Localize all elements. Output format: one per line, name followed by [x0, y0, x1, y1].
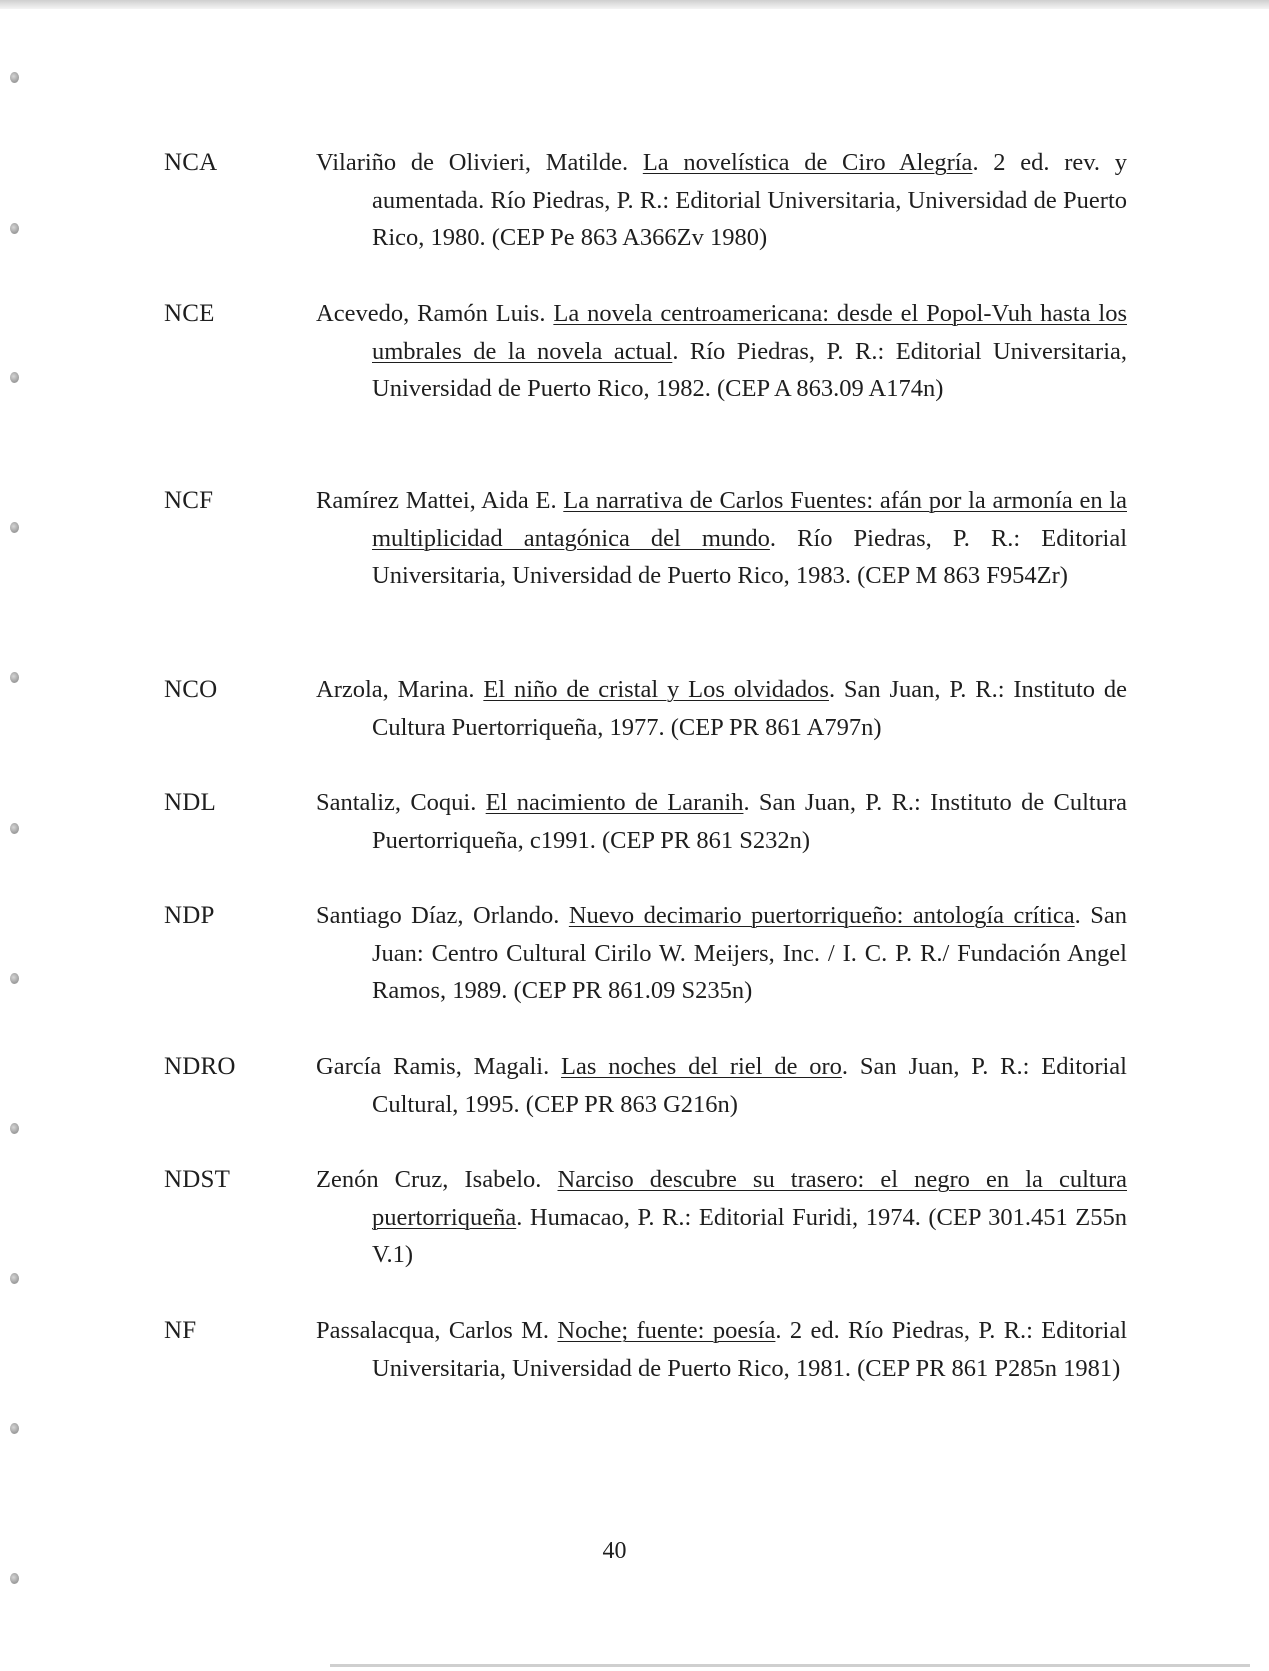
entry-author: Santiago Díaz, Orlando. — [316, 902, 560, 929]
entry-details: . San Juan, P. R.: Editorial Cultural, 1995. (CEP PR 863 G216n) — [372, 1053, 1127, 1118]
entry-title: El nacimiento de Laranih — [485, 789, 744, 816]
entry-code: NCF — [164, 487, 214, 514]
entry-citation — [316, 1161, 1127, 1274]
entry-code: NF — [164, 1317, 197, 1344]
entry-details: . San Juan, P. R.: Instituto de Cultura Puertorriqueña, c1991. (CEP PR 861 S232n) — [372, 789, 1128, 854]
binder-hole — [10, 823, 19, 834]
entry-details: . 2 ed. Río Piedras, P. R.: Editorial Universitaria, Universidad de Puerto Rico, 1981. (CEP PR 861 P285n 1981) — [372, 1317, 1128, 1382]
entry-code: NCA — [164, 149, 218, 176]
binder-hole — [10, 223, 19, 234]
entry-code: NCO — [164, 676, 218, 703]
entry-code: NDRO — [164, 1053, 236, 1080]
entry-citation — [316, 784, 1127, 859]
entry-author: Ramírez Mattei, Aida E. — [316, 487, 557, 514]
entry-details: . Río Piedras, P. R.: Editorial Universitaria, Universidad de Puerto Rico, 1983. (CEP M 863 F954Zr) — [372, 524, 1128, 589]
binder-hole — [10, 1273, 19, 1284]
entry-title: La narrativa de Carlos Fuentes: afán por la armonía en la multiplicidad antagónica del mundo — [372, 487, 1127, 552]
entry-author: Santaliz, Coqui. — [316, 789, 477, 816]
scan-bottom-edge — [330, 1664, 1250, 1667]
entry-citation — [316, 897, 1127, 1010]
entry-title: El niño de cristal y Los olvidados — [483, 676, 829, 703]
binder-hole — [10, 1123, 19, 1134]
entry-details: . San Juan: Centro Cultural Cirilo W. Meijers, Inc. / I. C. P. R./ Fundación Angel Ramos, 1989. (CEP PR 861.09 S235n) — [372, 902, 1127, 1004]
entry-details: . Río Piedras, P. R.: Editorial Universitaria, Universidad de Puerto Rico, 1982. (CEP A 863.09 A174n) — [372, 337, 1127, 402]
entry-citation — [316, 144, 1127, 257]
binder-hole — [10, 1423, 19, 1434]
entry-code: NDST — [164, 1166, 231, 1193]
entry-details: . San Juan, P. R.: Instituto de Cultura Puertorriqueña, 1977. (CEP PR 861 A797n) — [372, 676, 1128, 741]
entry-author: Vilariño de Olivieri, Matilde. — [316, 149, 629, 176]
binder-hole — [10, 372, 19, 383]
entry-details: . Humacao, P. R.: Editorial Furidi, 1974. (CEP 301.451 Z55n V.1) — [372, 1203, 1127, 1268]
entry-citation — [316, 1048, 1127, 1123]
scan-top-edge — [0, 0, 1269, 9]
entry-citation — [316, 671, 1127, 746]
entry-code: NDL — [164, 789, 216, 816]
entry-author: García Ramis, Magali. — [316, 1053, 550, 1080]
entry-title: La novela centroamericana: desde el Popol-Vuh hasta los umbrales de la novela actual — [372, 300, 1127, 365]
entry-author: Passalacqua, Carlos M. — [316, 1317, 550, 1344]
entry-title: Narciso descubre su trasero: el negro en la cultura puertorriqueña — [372, 1166, 1128, 1231]
entry-title: Las noches del riel de oro — [561, 1053, 842, 1080]
page-number: 40 — [602, 1538, 627, 1564]
entry-title: Noche; fuente: poesía — [557, 1317, 776, 1344]
entry-author: Zenón Cruz, Isabelo. — [316, 1166, 542, 1193]
binder-hole — [10, 973, 19, 984]
entry-citation — [316, 295, 1127, 408]
entry-code: NDP — [164, 902, 215, 929]
entry-title: Nuevo decimario puertorriqueño: antología crítica — [568, 902, 1075, 929]
entry-citation — [316, 1312, 1127, 1387]
binder-hole — [10, 672, 19, 683]
binder-hole — [10, 1573, 19, 1584]
binder-hole — [10, 522, 19, 533]
entry-citation — [316, 482, 1127, 595]
entry-details: . 2 ed. rev. y aumentada. Río Piedras, P. R.: Editorial Universitaria, Universidad de Puerto Rico, 1980. (CEP Pe 863 A366Zv 1980) — [372, 149, 1127, 251]
entry-author: Arzola, Marina. — [316, 676, 475, 703]
binder-hole — [10, 72, 19, 83]
entry-author: Acevedo, Ramón Luis. — [316, 300, 546, 327]
entry-title: La novelística de Ciro Alegría — [642, 149, 973, 176]
entry-code: NCE — [164, 300, 215, 327]
